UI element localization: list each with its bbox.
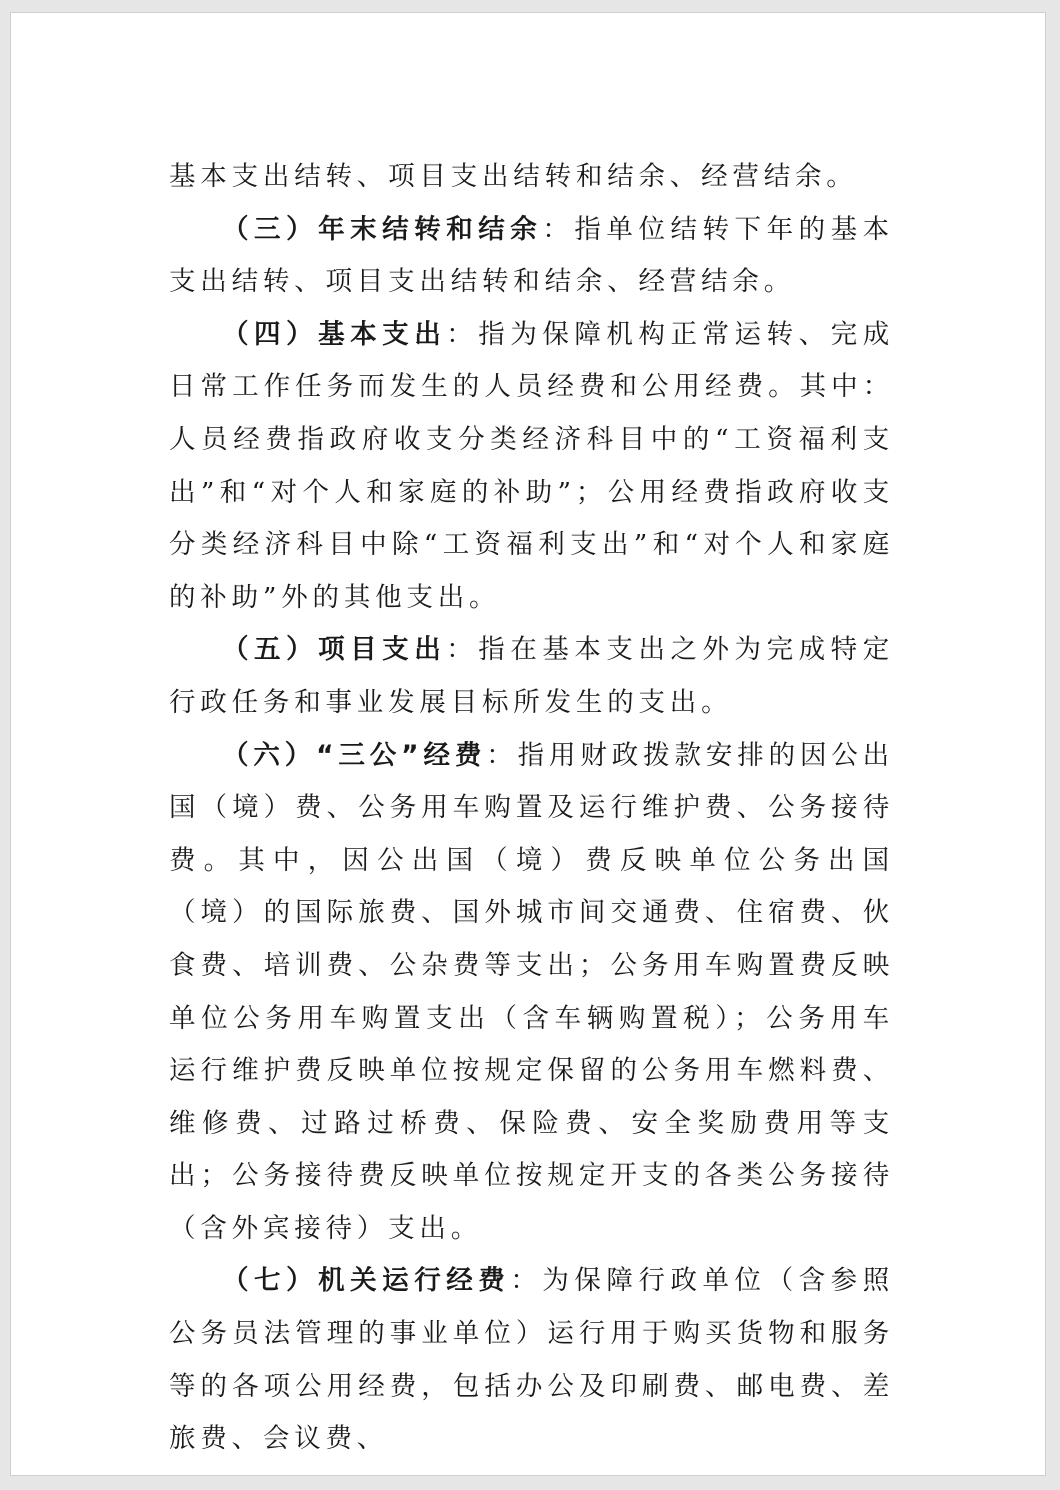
document-page: [10, 12, 1046, 1476]
paragraph-agency-operating-expenses: [169, 1255, 894, 1465]
paragraph-text: ：为保障行政单位（含参照公务员法管理的事业单位）运行用于购买货物和服务等的各项公用经费，包括办公及印刷费、邮电费、差旅费、会议费、: [169, 1265, 894, 1455]
paragraph-three-public-expenses: [169, 730, 894, 1256]
term-heading: （三）年末结转和结余: [222, 213, 543, 245]
term-heading: （六）“三公”经费: [222, 739, 487, 771]
paragraph-text: ：指用财政拨款安排的因公出国（境）费、公务用车购置及运行维护费、公务接待费。其中，因公出国（境）费反映单位公务出国（境）的国际旅费、国外城市间交通费、住宿费、伙食费、培训费、公杂费等支出；公务用车购置费反映单位公务用车购置支出（含车辆购置税）；公务用车运行维护费反映单位按规定保留的公务用车燃料费、维修费、过路过桥费、保险费、安全奖励费用等支出；公务接待费反映单位按规定开支的各类公务接待（含外宾接待）支出。: [169, 739, 894, 1244]
paragraph-year-end-carryover: [169, 204, 894, 309]
paragraph-continuation: [169, 151, 894, 204]
paragraph-text: ：指为保障机构正常运转、完成日常工作任务而发生的人员经费和公用经费。其中：人员经费指政府收支分类经济科目中的“工资福利支出”和“对个人和家庭的补助”；公用经费指政府收支分类经济科目中除“工资福利支出”和“对个人和家庭的补助”外的其他支出。: [169, 318, 894, 613]
paragraph-basic-expenditure: [169, 309, 894, 625]
term-heading: （四）基本支出: [222, 318, 447, 350]
term-heading: （七）机关运行经费: [222, 1265, 511, 1297]
paragraph-text: ：指单位结转下年的基本支出结转、项目支出结转和结余、经营结余。: [169, 213, 894, 298]
paragraph-text: 基本支出结转、项目支出结转和结余、经营结余。: [169, 161, 858, 192]
term-heading: （五）项目支出: [222, 634, 447, 666]
document-body: [169, 151, 894, 1466]
paragraph-text: ：指在基本支出之外为完成特定行政任务和事业发展目标所发生的支出。: [169, 634, 894, 718]
paragraph-project-expenditure: [169, 624, 894, 729]
